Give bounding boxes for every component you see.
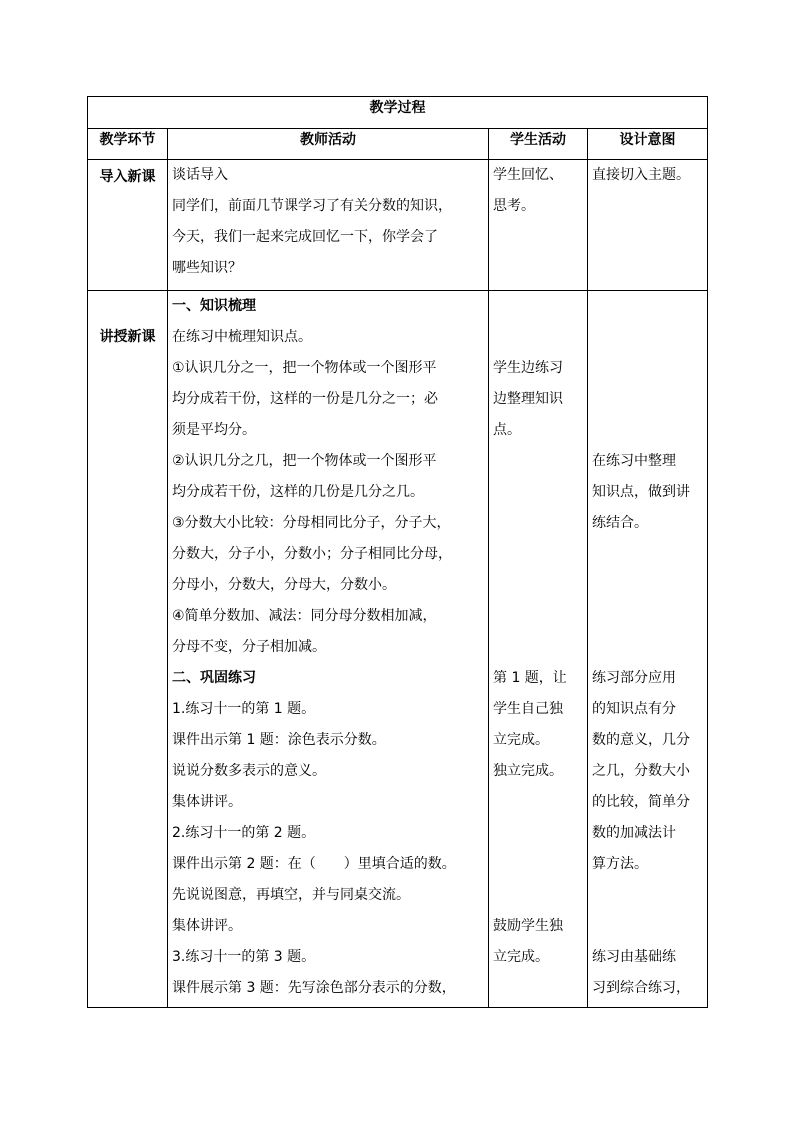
teacher-line: 集体讲评。 [172, 794, 242, 810]
stage-label: 讲授新课 [99, 329, 156, 345]
intent-line [592, 384, 703, 415]
intent-line [592, 322, 703, 353]
student-line [493, 787, 583, 818]
intent-line [592, 415, 703, 446]
student-line [493, 477, 583, 508]
student-line [493, 508, 583, 539]
student-line: 第 1 题，让 [493, 670, 567, 686]
teacher-activity-cell [168, 160, 489, 291]
intent-line: 练习由基础练 [592, 949, 676, 965]
teacher-line: 须是平均分。 [172, 422, 256, 438]
teacher-activity-cell [168, 291, 489, 1008]
student-line: 鼓励学生独 [493, 918, 563, 934]
intent-line: 在练习中整理 [592, 453, 676, 469]
student-line [493, 880, 583, 911]
intent-line: 直接切入主题。 [592, 167, 690, 183]
teacher-line: 哪些知识？ [172, 260, 242, 276]
student-line: 学生回忆、 [493, 167, 563, 183]
header-student-activity: 学生活动 [489, 129, 588, 160]
student-line: 思考。 [493, 198, 535, 214]
teacher-line: 谈话导入 [172, 167, 228, 183]
teacher-line: ①认识几分之一，把一个物体或一个图形平 [172, 360, 437, 376]
teacher-line: ③分数大小比较：分母相同比分子，分子大， [172, 515, 451, 531]
intent-line [592, 632, 703, 663]
intent-line [592, 570, 703, 601]
header-design-intent: 设计意图 [588, 129, 708, 160]
intent-line: 数的意义，几分 [592, 732, 690, 748]
header-stage: 教学环节 [88, 129, 168, 160]
student-line [493, 818, 583, 849]
stage-cell [88, 160, 168, 291]
teacher-line: 3.练习十一的第 3 题。 [172, 949, 316, 965]
teacher-line: 同学们，前面几节课学习了有关分数的知识， [172, 198, 452, 214]
teacher-line: 一、知识梳理 [172, 298, 256, 314]
intent-line [592, 353, 703, 384]
teacher-line: 集体讲评。 [172, 918, 242, 934]
student-line [493, 570, 583, 601]
lesson-process-table [87, 96, 708, 1008]
intent-line: 的比较，简单分 [592, 794, 690, 810]
student-line: 边整理知识 [493, 391, 563, 407]
student-line: 学生自己独 [493, 701, 563, 717]
student-line: 独立完成。 [493, 763, 563, 779]
teacher-line: 课件展示第 3 题：先写涂色部分表示的分数， [172, 980, 456, 996]
teacher-line: 课件出示第 1 题：涂色表示分数。 [172, 732, 386, 748]
teacher-line: 分母不变，分子相加减。 [172, 639, 326, 655]
stage-cell [88, 291, 168, 1008]
teacher-line: 先说说图意，再填空，并与同桌交流。 [172, 887, 410, 903]
intent-line: 的知识点有分 [592, 701, 676, 717]
student-line: 立完成。 [493, 949, 549, 965]
student-line [493, 446, 583, 477]
design-intent-cell [588, 160, 708, 291]
intent-line: 练结合。 [592, 515, 648, 531]
header-teacher-activity: 教师活动 [168, 129, 489, 160]
student-line [493, 632, 583, 663]
intent-line: 数的加减法计 [592, 825, 676, 841]
intent-line [592, 601, 703, 632]
design-intent-cell [588, 291, 708, 1008]
student-line [493, 539, 583, 570]
intent-line: 练习部分应用 [592, 670, 676, 686]
teacher-line: 说说分数多表示的意义。 [172, 763, 326, 779]
stage-label: 导入新课 [99, 169, 156, 185]
teacher-line: 均分成若干份，这样的几份是几分之几。 [172, 484, 424, 500]
teacher-line: 1.练习十一的第 1 题。 [172, 701, 316, 717]
student-activity-cell [489, 160, 588, 291]
intent-line [592, 291, 703, 322]
teacher-line: 在练习中梳理知识点。 [172, 329, 312, 345]
student-line [493, 601, 583, 632]
intent-line [592, 911, 703, 942]
intent-line: 算方法。 [592, 856, 648, 872]
intent-line [592, 880, 703, 911]
student-line: 立完成。 [493, 732, 549, 748]
student-line [493, 291, 583, 322]
teacher-line: 2.练习十一的第 2 题。 [172, 825, 316, 841]
student-line [493, 322, 583, 353]
teacher-line: 分母小，分数大，分母大，分数小。 [172, 577, 396, 593]
table-header-row [88, 129, 708, 160]
student-activity-cell [489, 291, 588, 1008]
intent-line: 习到综合练习， [592, 980, 690, 996]
student-line: 学生边练习 [493, 360, 563, 376]
teacher-line: 课件出示第 2 题：在（ ）里填合适的数。 [172, 856, 456, 872]
table-title: 教学过程 [88, 97, 708, 129]
teacher-line: 均分成若干份，这样的一份是几分之一；必 [172, 391, 438, 407]
teacher-line: 二、巩固练习 [172, 670, 256, 686]
table-row-main [88, 291, 708, 1008]
table-row-intro [88, 160, 708, 291]
teacher-line: ②认识几分之几，把一个物体或一个图形平 [172, 453, 437, 469]
teacher-line: 今天，我们一起来完成回忆一下，你学会了 [172, 229, 438, 245]
teacher-line: 分数大，分子小，分数小；分子相同比分母， [172, 546, 452, 562]
intent-line: 知识点，做到讲 [592, 484, 690, 500]
intent-line [592, 539, 703, 570]
intent-line: 之几，分数大小 [592, 763, 690, 779]
student-line [493, 849, 583, 880]
teacher-line: ④简单分数加、减法：同分母分数相加减， [172, 608, 437, 624]
table-title-row [88, 97, 708, 129]
student-line: 点。 [493, 422, 521, 438]
